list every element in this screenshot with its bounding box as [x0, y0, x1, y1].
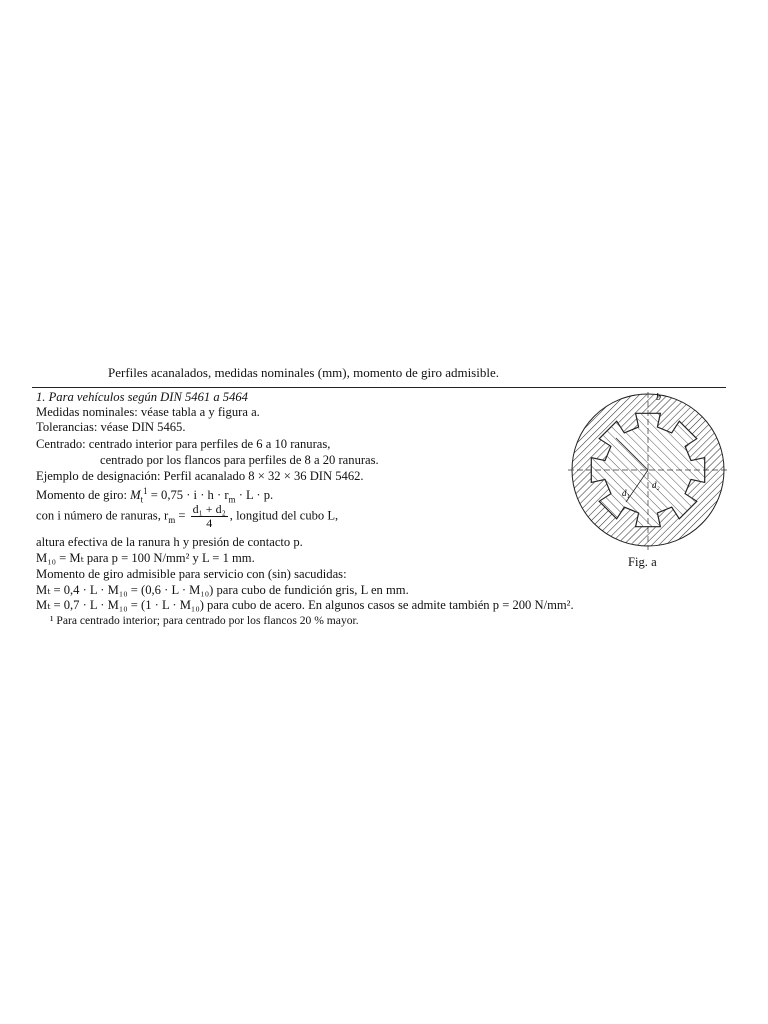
line-con: [36, 503, 338, 530]
momento-rest: = 0,75 · i · h · r: [147, 488, 229, 503]
momento-tail: · L · p.: [235, 488, 274, 503]
fraction-denominator: 4: [206, 516, 213, 530]
footnote: ¹ Para centrado interior; para centrado por los flancos 20 % mayor.: [50, 614, 359, 627]
page-title: Perfiles acanalados, medidas nominales (mm), momento de giro admisible.: [108, 365, 499, 380]
section-heading: 1. Para vehículos según DIN 5461 a 5464: [36, 390, 248, 404]
title-divider: [32, 387, 726, 388]
con-tail: , longitud del cubo L,: [229, 508, 339, 523]
label-d2: d₂: [652, 480, 660, 490]
line-altura: altura efectiva de la ranura h y presión de contacto p.: [36, 535, 303, 549]
con-sub: m: [168, 514, 176, 525]
momento-label: Momento de giro:: [36, 488, 127, 503]
fraction: [191, 503, 228, 530]
momento-sub: t: [140, 494, 144, 505]
line-tolerancias: Tolerancias: véase DIN 5465.: [36, 420, 186, 434]
line-fundicion: Mₜ = 0,4 · L · M₁₀ = (0,6 · L · M₁₀) para cubo de fundición gris, L en mm.: [36, 583, 409, 597]
line-m10: M₁₀ = Mₜ para p = 100 N/mm² y L = 1 mm.: [36, 551, 255, 565]
line-ejemplo: Ejemplo de designación: Perfil acanalado 8 × 32 × 36 DIN 5462.: [36, 469, 364, 483]
spline-profile-figure: [566, 390, 730, 554]
momento-sup: 1: [143, 486, 148, 496]
con-eq: =: [175, 508, 186, 523]
label-d1: d₁: [622, 488, 630, 498]
momento-rest-sub: m: [228, 494, 236, 505]
line-admisible: Momento de giro admisible para servicio con (sin) sacudidas:: [36, 567, 347, 581]
figure-caption: Fig. a: [628, 555, 657, 569]
con-prefix: con i número de ranuras, r: [36, 508, 169, 523]
label-b: b: [656, 392, 661, 403]
line-medidas: Medidas nominales: véase tabla a y figura a.: [36, 405, 260, 419]
line-centrado-2: centrado por los flancos para perfiles de 8 a 20 ranuras.: [100, 453, 379, 467]
line-centrado-1: Centrado: centrado interior para perfiles de 6 a 10 ranuras,: [36, 437, 331, 451]
fraction-numerator: d₁ + d₂: [192, 502, 226, 516]
line-acero: Mₜ = 0,7 · L · M₁₀ = (1 · L · M₁₀) para cubo de acero. En algunos casos se admite también p = 200 N/mm².: [36, 598, 574, 612]
momento-symbol: M: [130, 488, 141, 503]
